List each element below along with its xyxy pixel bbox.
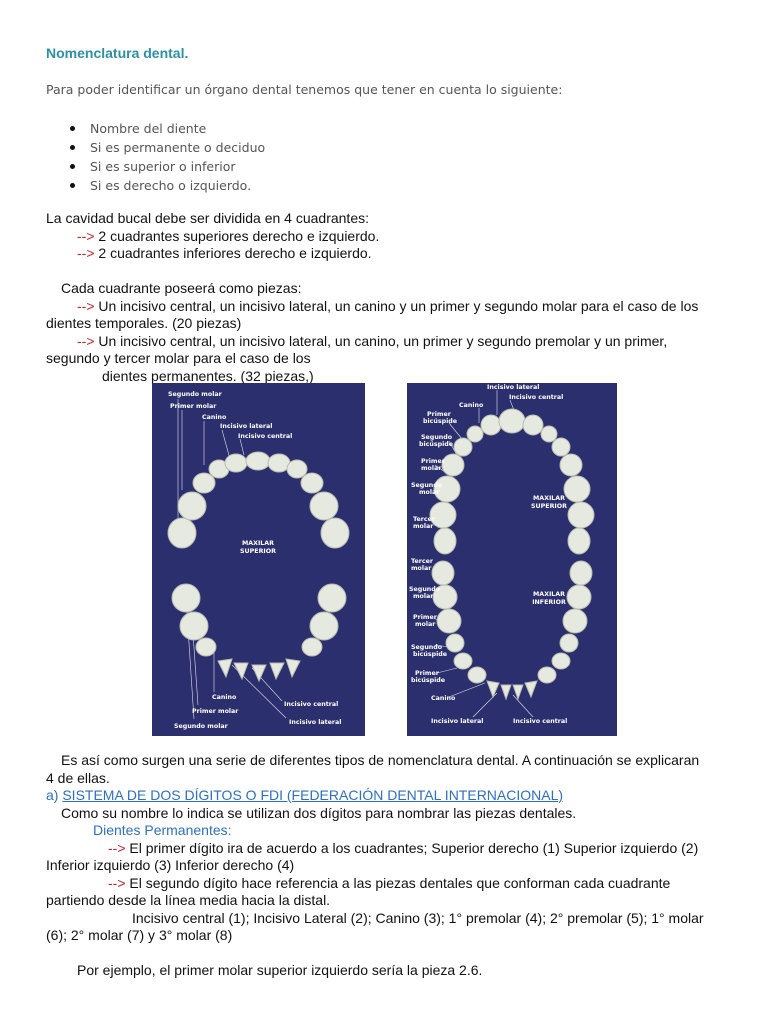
label-canino: Canino [202, 414, 227, 421]
bullet-icon [70, 126, 75, 131]
label-molar-4: molar [411, 565, 432, 572]
rule-line: --> El primer dígito ira de acuerdo a los cuadrantes; Superior derecho (1) Superior izquierdo (2) [108, 839, 699, 856]
cavity-item: --> 2 cuadrantes inferiores derecho e izquierdo. [77, 245, 372, 261]
permanent-line: segundo y tercer molar para el caso de los [46, 350, 311, 366]
label-primer-molar-bottom: Primer molar [192, 708, 239, 715]
permanent-line: --> Un incisivo central, un incisivo lateral, un canino, un primer y segundo premolar y un primer, [77, 332, 668, 349]
list-item: Nombre del diente [70, 119, 265, 138]
bullet-icon [70, 164, 75, 169]
deciduous-teeth-figure [152, 383, 365, 736]
description-line: Como su nombre lo indica se utilizan dos dígitos para nombrar las piezas dentales. [61, 804, 577, 821]
criteria-list [70, 119, 265, 195]
label-bicuspide-4: bicúspide [411, 677, 446, 684]
label-superior: SUPERIOR [531, 503, 567, 510]
permanent-line: dientes permanentes. (32 piezas,) [102, 367, 314, 384]
codes-line: (6); 2° molar (7) y 3° molar (8) [46, 927, 233, 943]
nomenclature-section [46, 752, 736, 980]
label-tercer-molar-bottom: Tercer [411, 558, 433, 565]
label-canino-bottom: Canino [212, 694, 237, 701]
label-maxilar-inferior: MAXILAR [532, 591, 566, 598]
label-incisivo-lateral: Incisivo lateral [487, 384, 540, 391]
cavity-line: La cavidad bucal debe ser dividida en 4 cuadrantes: [46, 210, 369, 226]
temporal-line: dientes temporales. (20 piezas) [46, 315, 242, 331]
label-maxilar: MAXILAR [241, 540, 275, 547]
cavity-paragraph [46, 210, 379, 263]
cavity-item: --> 2 cuadrantes superiores derecho e izquierdo. [77, 227, 380, 244]
bullet-icon [70, 183, 75, 188]
label-bicuspide: bicúspide [423, 418, 458, 425]
fdi-section-link[interactable]: SISTEMA DE DOS DÍGITOS O FDI (FEDERACIÓN DENTAL INTERNACIONAL) [62, 787, 564, 803]
label-incisivo-lateral-bottom: Incisivo lateral [431, 718, 484, 725]
list-item: Si es permanente o deciduo [70, 138, 265, 157]
label-incisivo-central: Incisivo central [509, 394, 564, 401]
pieces-intro: Cada cuadrante poseerá como piezas: [61, 280, 302, 296]
label-molar-3: molar [413, 523, 434, 530]
label-segundo-bicuspide-bottom: Segundo [411, 644, 443, 651]
subheading: Dientes Permanentes: [93, 822, 232, 838]
label-primer-molar: Primer molar [170, 403, 217, 410]
label-inferior: INFERIOR [532, 599, 566, 606]
label-maxilar-superior: MAXILAR [532, 495, 566, 502]
label-superior: SUPERIOR [240, 548, 276, 555]
label-tercer-molar: Tercer [413, 516, 435, 523]
label-segundo-molar-bottom: Segundo [409, 586, 441, 593]
example-line: Por ejemplo, el primer molar superior izquierdo sería la pieza 2.6. [77, 962, 483, 978]
label-primer: Primer [427, 411, 451, 418]
label-segundo-molar: Segundo molar [168, 391, 222, 398]
label-segundo: Segundo [421, 434, 453, 441]
label-bicuspide-3: bicúspide [413, 651, 448, 658]
rule-line: --> El segundo dígito hace referencia a las piezas dentales que conforman cada cuadrante [108, 874, 671, 891]
page-title: Nomenclatura dental. [46, 45, 189, 61]
temporal-line: --> Un incisivo central, un incisivo lateral, un canino y un primer y segundo molar para el caso de los [77, 297, 699, 314]
label-molar-5: molar [413, 593, 434, 600]
label-incisivo-central-bottom: Incisivo central [284, 701, 339, 708]
label-segundo-molar-bottom: Segundo molar [174, 723, 228, 730]
label-molar-6: molar [415, 621, 436, 628]
label-incisivo-lateral-bottom: Incisivo lateral [289, 719, 342, 726]
rule-line: partiendo desde la línea media hacia la distal. [46, 892, 331, 908]
permanent-arch-diagram [407, 383, 617, 736]
label-molar: molar [421, 465, 442, 472]
label-primer-molar: Primer [421, 458, 445, 465]
label-primer-bicuspide-bottom: Primer [415, 670, 439, 677]
intro-line: 4 de ellas. [46, 769, 110, 786]
intro-text: Para poder identificar un órgano dental tenemos que tener en cuenta lo siguiente: [46, 82, 563, 97]
label-molar-2: molar [419, 489, 440, 496]
label-canino-bottom: Canino [431, 695, 456, 702]
list-item: Si es superior o inferior [70, 157, 265, 176]
bullet-icon [70, 145, 75, 150]
label-bicuspide-2: bicúspide [419, 441, 454, 448]
intro-line: Es así como surgen una serie de diferentes tipos de nomenclatura dental. A continuación se explicaran [61, 752, 700, 768]
codes-line: Incisivo central (1); Incisivo Lateral (2); Canino (3); 1° premolar (4); 2° premolar (5); 1° molar [132, 909, 704, 926]
label-incisivo-central-bottom: Incisivo central [513, 718, 568, 725]
label-incisivo-lateral: Incisivo lateral [220, 423, 273, 430]
label-canino: Canino [459, 402, 484, 409]
permanent-teeth-figure [407, 383, 617, 736]
section-heading: a) SISTEMA DE DOS DÍGITOS O FDI (FEDERACIÓN DENTAL INTERNACIONAL) [46, 787, 564, 803]
label-primer-molar-bottom: Primer [413, 614, 437, 621]
list-item: Si es derecho o izquierdo. [70, 176, 265, 195]
rule-line: Inferior izquierdo (3) Inferior derecho (4) [46, 857, 295, 873]
deciduous-arch-diagram [152, 383, 365, 736]
pieces-paragraph [46, 280, 736, 385]
label-incisivo-central: Incisivo central [238, 433, 293, 440]
label-segundo-molar: Segundo [411, 482, 443, 489]
